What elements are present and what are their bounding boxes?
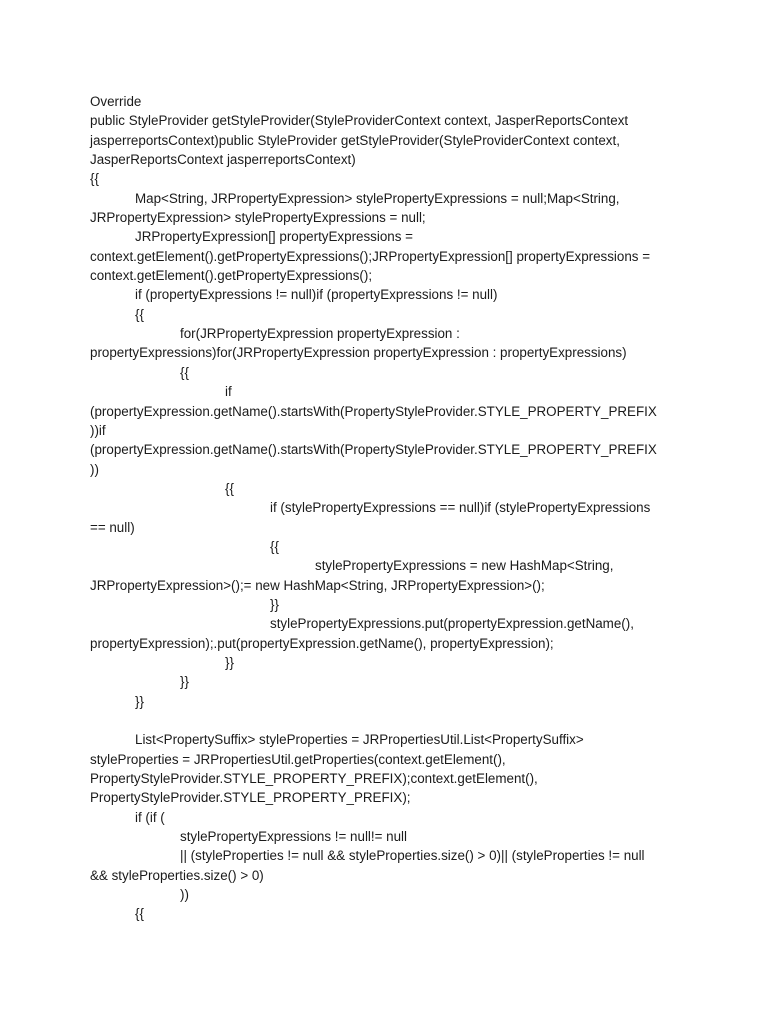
code-line: {{ <box>225 480 234 496</box>
code-line: {{ <box>135 906 144 922</box>
code-line: propertyExpression);.put(propertyExpression.getName(), propertyExpression); <box>90 635 554 651</box>
code-line: for(JRPropertyExpression propertyExpression : <box>180 326 460 342</box>
code-line: {{ <box>180 364 189 380</box>
code-text-block <box>90 92 690 924</box>
code-line: ))if <box>90 422 106 438</box>
code-line: || (styleProperties != null && styleProperties.size() > 0)|| (styleProperties != null <box>180 848 645 864</box>
code-line: if <box>225 384 232 400</box>
code-line: {{ <box>270 538 279 554</box>
code-line: jasperreportsContext)public StyleProvider getStyleProvider(StyleProviderContext context, <box>90 132 620 148</box>
code-line: if (propertyExpressions != null)if (propertyExpressions != null) <box>135 287 498 303</box>
code-line: PropertyStyleProvider.STYLE_PROPERTY_PREFIX); <box>90 790 411 806</box>
code-line: )) <box>90 461 99 477</box>
code-line: (propertyExpression.getName().startsWith(PropertyStyleProvider.STYLE_PROPERTY_PREFIX <box>90 442 657 458</box>
code-line: }} <box>270 596 279 612</box>
code-line: if (if ( <box>135 809 165 825</box>
code-line: context.getElement().getPropertyExpressions();JRPropertyExpression[] propertyExpressions = <box>90 248 651 264</box>
code-line: if (stylePropertyExpressions == null)if (stylePropertyExpressions <box>270 500 651 516</box>
code-line: stylePropertyExpressions = new HashMap<String, <box>315 558 614 574</box>
code-line: JRPropertyExpression> stylePropertyExpressions = null; <box>90 210 426 226</box>
code-line: JRPropertyExpression[] propertyExpressions = <box>135 229 413 245</box>
code-line: styleProperties = JRPropertiesUtil.getProperties(context.getElement(), <box>90 751 506 767</box>
code-line: && styleProperties.size() > 0) <box>90 867 264 883</box>
code-line: propertyExpressions)for(JRPropertyExpression propertyExpression : propertyExpressions) <box>90 345 627 361</box>
code-line: Map<String, JRPropertyExpression> stylePropertyExpressions = null;Map<String, <box>135 190 620 206</box>
code-line: }} <box>135 693 144 709</box>
code-line: }} <box>225 654 234 670</box>
code-line: {{ <box>90 171 99 187</box>
code-line: JasperReportsContext jasperreportsContext) <box>90 152 356 168</box>
code-line: List<PropertySuffix> styleProperties = JRPropertiesUtil.List<PropertySuffix> <box>135 732 584 748</box>
code-line: )) <box>180 887 189 903</box>
blank-line <box>90 711 690 730</box>
code-line: == null) <box>90 519 135 535</box>
code-line: JRPropertyExpression>();= new HashMap<String, JRPropertyExpression>(); <box>90 577 545 593</box>
code-line: stylePropertyExpressions != null!= null <box>180 829 408 845</box>
code-line: {{ <box>135 306 144 322</box>
code-line: (propertyExpression.getName().startsWith(PropertyStyleProvider.STYLE_PROPERTY_PREFIX <box>90 403 657 419</box>
code-line: context.getElement().getPropertyExpressions(); <box>90 268 373 284</box>
code-line: Override <box>90 94 142 109</box>
code-line: }} <box>180 674 189 690</box>
code-line: PropertyStyleProvider.STYLE_PROPERTY_PREFIX);context.getElement(), <box>90 771 538 787</box>
code-line: stylePropertyExpressions.put(propertyExpression.getName(), <box>270 616 634 632</box>
code-line: public StyleProvider getStyleProvider(StyleProviderContext context, JasperReportsContext <box>90 113 629 129</box>
